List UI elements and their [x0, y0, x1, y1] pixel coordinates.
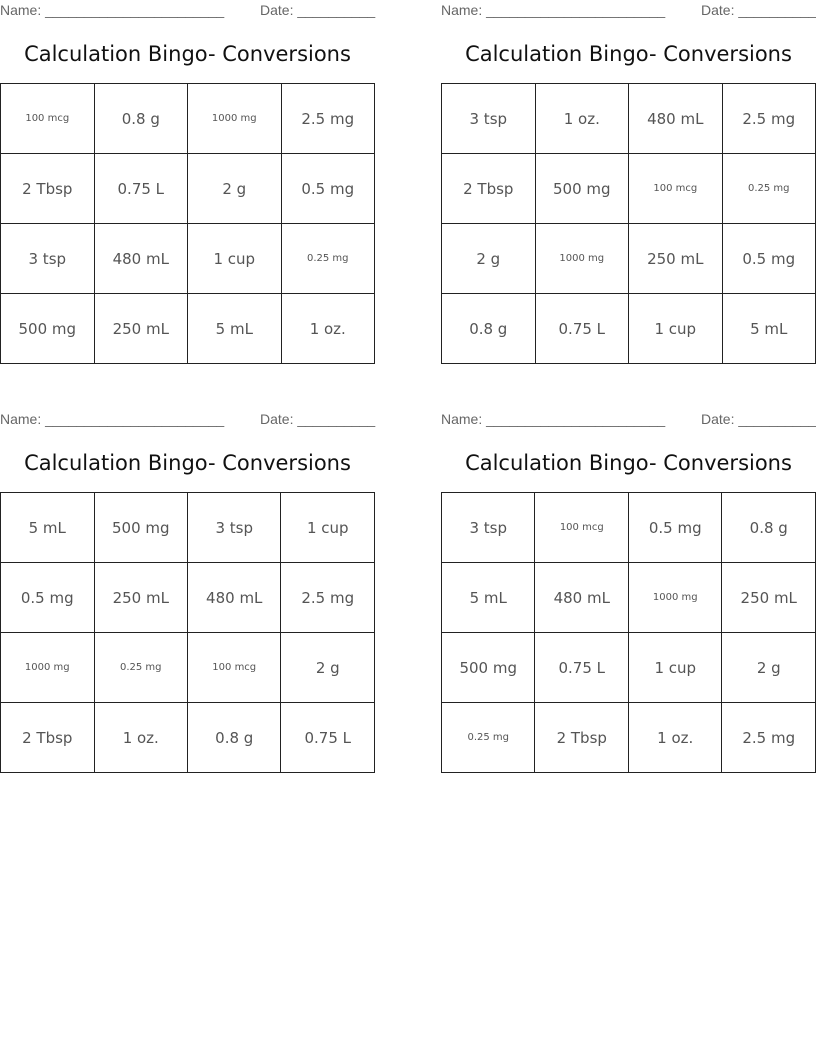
bingo-cell: 500 mg [94, 493, 187, 563]
bingo-cell: 480 mL [535, 563, 629, 633]
bingo-cell: 2.5 mg [722, 84, 815, 154]
bingo-grid [0, 492, 375, 773]
bingo-cell: 0.8 g [722, 493, 816, 563]
bingo-cell: 2 g [722, 633, 816, 703]
bingo-cell: 0.75 L [535, 294, 629, 364]
bingo-cell: 250 mL [722, 563, 816, 633]
bingo-cell: 3 tsp [442, 84, 536, 154]
bingo-cell: 1000 mg [629, 563, 722, 633]
bingo-cell: 1 cup [188, 224, 281, 294]
date-field[interactable]: Date: __________ [260, 2, 376, 18]
bingo-cell: 250 mL [94, 294, 188, 364]
bingo-row [1, 493, 375, 563]
bingo-cell: 5 mL [722, 294, 815, 364]
card-title: Calculation Bingo- Conversions [24, 42, 351, 66]
bingo-cell: 0.8 g [94, 84, 188, 154]
bingo-cell: 0.8 g [188, 703, 281, 773]
bingo-cell: 1 oz. [535, 84, 629, 154]
bingo-cell: 2 g [188, 154, 281, 224]
name-field[interactable]: Name: _______________________ [441, 2, 666, 18]
bingo-cell: 0.25 mg [442, 703, 535, 773]
bingo-grid [441, 492, 816, 773]
bingo-cell: 250 mL [94, 563, 187, 633]
bingo-cell: 0.8 g [442, 294, 536, 364]
bingo-row [1, 154, 375, 224]
bingo-row [1, 703, 375, 773]
bingo-cell: 480 mL [94, 224, 188, 294]
bingo-row [442, 633, 816, 703]
bingo-cell: 1 oz. [629, 703, 722, 773]
bingo-cell: 2 g [442, 224, 536, 294]
bingo-cell: 2 Tbsp [1, 154, 95, 224]
bingo-cell: 500 mg [535, 154, 629, 224]
bingo-cell: 0.5 mg [629, 493, 722, 563]
bingo-cell: 5 mL [188, 294, 281, 364]
bingo-cell: 1 cup [629, 294, 722, 364]
bingo-cell: 2.5 mg [722, 703, 816, 773]
bingo-row [442, 154, 816, 224]
bingo-cell: 3 tsp [188, 493, 281, 563]
bingo-cell: 250 mL [629, 224, 722, 294]
bingo-cell: 1 oz. [94, 703, 187, 773]
bingo-cell: 0.5 mg [1, 563, 95, 633]
bingo-row [442, 224, 816, 294]
bingo-cell: 100 mcg [629, 154, 722, 224]
bingo-cell: 100 mcg [188, 633, 281, 703]
bingo-grid [441, 83, 816, 364]
bingo-cell: 0.75 L [535, 633, 629, 703]
bingo-cell: 0.5 mg [281, 154, 374, 224]
bingo-row [442, 703, 816, 773]
bingo-cell: 3 tsp [442, 493, 535, 563]
name-field[interactable]: Name: _______________________ [441, 411, 666, 427]
card-title: Calculation Bingo- Conversions [24, 451, 351, 475]
bingo-cell: 2 Tbsp [1, 703, 95, 773]
name-field[interactable]: Name: _______________________ [0, 2, 225, 18]
date-field[interactable]: Date: __________ [260, 411, 376, 427]
bingo-cell: 2 Tbsp [535, 703, 629, 773]
bingo-cell: 480 mL [188, 563, 281, 633]
bingo-row [442, 84, 816, 154]
bingo-card [0, 409, 375, 789]
bingo-cell: 1 oz. [281, 294, 374, 364]
bingo-cell: 0.75 L [281, 703, 375, 773]
date-field[interactable]: Date: __________ [701, 2, 816, 18]
bingo-cell: 0.25 mg [281, 224, 374, 294]
bingo-card [0, 0, 375, 380]
bingo-cell: 2.5 mg [281, 84, 374, 154]
bingo-card [441, 0, 816, 380]
bingo-cell: 5 mL [1, 493, 95, 563]
bingo-row [1, 563, 375, 633]
bingo-cell: 5 mL [442, 563, 535, 633]
bingo-cell: 3 tsp [1, 224, 95, 294]
bingo-card [441, 409, 816, 789]
bingo-cell: 2 Tbsp [442, 154, 536, 224]
bingo-row [1, 633, 375, 703]
bingo-row [442, 563, 816, 633]
bingo-cell: 500 mg [1, 294, 95, 364]
bingo-cell: 1 cup [629, 633, 722, 703]
bingo-row [1, 224, 375, 294]
bingo-cell: 500 mg [442, 633, 535, 703]
bingo-cell: 0.75 L [94, 154, 188, 224]
bingo-cell: 1 cup [281, 493, 375, 563]
card-title: Calculation Bingo- Conversions [465, 42, 792, 66]
bingo-cell: 100 mcg [1, 84, 95, 154]
bingo-grid [0, 83, 375, 364]
name-date-line [0, 411, 375, 429]
bingo-row [442, 294, 816, 364]
bingo-cell: 100 mcg [535, 493, 629, 563]
name-date-line [0, 2, 375, 20]
card-title: Calculation Bingo- Conversions [465, 451, 792, 475]
bingo-row [1, 294, 375, 364]
bingo-cell: 1000 mg [1, 633, 95, 703]
name-field[interactable]: Name: _______________________ [0, 411, 225, 427]
bingo-cell: 2 g [281, 633, 375, 703]
name-date-line [441, 2, 816, 20]
bingo-cell: 1000 mg [188, 84, 281, 154]
bingo-cell: 480 mL [629, 84, 722, 154]
bingo-row [1, 84, 375, 154]
bingo-cell: 2.5 mg [281, 563, 375, 633]
bingo-cell: 0.25 mg [94, 633, 187, 703]
bingo-cell: 0.25 mg [722, 154, 815, 224]
bingo-row [442, 493, 816, 563]
name-date-line [441, 411, 816, 429]
bingo-cell: 0.5 mg [722, 224, 815, 294]
bingo-cell: 1000 mg [535, 224, 629, 294]
date-field[interactable]: Date: __________ [701, 411, 816, 427]
